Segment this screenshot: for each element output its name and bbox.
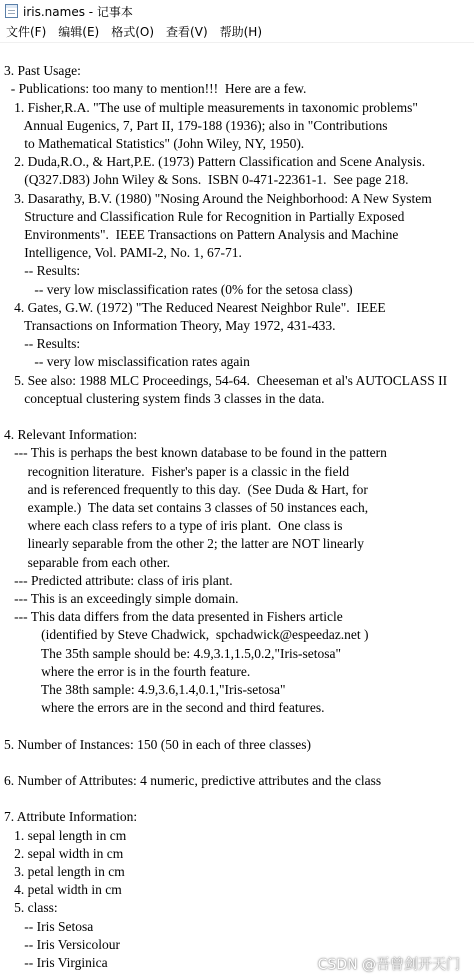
text-line: The 38th sample: 4.9,3.6,1.4,0.1,"Iris-setosa": [4, 682, 286, 697]
text-line: 7. Attribute Information:: [4, 809, 138, 825]
text-editor-area[interactable]: [0, 43, 474, 980]
menu-edit[interactable]: 编辑(E): [58, 25, 100, 39]
notepad-icon: [5, 4, 18, 18]
text-line: -- Iris Versicolour: [4, 936, 120, 952]
window-title: iris.names - 记事本: [23, 4, 133, 19]
text-line: (Q327.D83) John Wiley & Sons. ISBN 0-471-22361-1. See page 218.: [4, 172, 409, 188]
text-line: 3. Dasarathy, B.V. (1980) "Nosing Around the Neighborhood: A New System: [4, 190, 432, 206]
text-line: 5. Number of Instances: 150 (50 in each of three classes): [4, 736, 312, 752]
text-line: Structure and Classification Rule for Recognition in Partially Exposed: [4, 208, 405, 224]
text-line: 5. class:: [4, 900, 58, 916]
text-line: Annual Eugenics, 7, Part II, 179-188 (1936); also in "Contributions: [4, 117, 388, 133]
text-line: -- Iris Virginica: [4, 955, 108, 970]
text-line: (identified by Steve Chadwick, spchadwick@espeedaz.net ): [4, 627, 369, 643]
text-line: recognition literature. Fisher's paper is a classic in the field: [4, 463, 350, 479]
text-line: to Mathematical Statistics" (John Wiley, NY, 1950).: [4, 136, 305, 151]
csdn-watermark: CSDN @吾曾剑开天门: [317, 957, 460, 973]
text-line: 3. petal length in cm: [4, 864, 125, 879]
text-line: -- Iris Setosa: [4, 918, 94, 934]
menu-help[interactable]: 帮助(H): [219, 25, 263, 39]
text-line: 5. See also: 1988 MLC Proceedings, 54-64. Cheeseman et al's AUTOCLASS II: [4, 372, 448, 388]
text-line: -- very low misclassification rates (0% for the setosa class): [4, 281, 353, 297]
menu-format[interactable]: 格式(O): [111, 25, 155, 39]
title-bar[interactable]: [0, 0, 474, 22]
text-line: separable from each other.: [4, 554, 171, 570]
text-line: and is referenced frequently to this day. (See Duda & Hart, for: [4, 481, 368, 497]
text-line: linearly separable from the other 2; the latter are NOT linearly: [4, 536, 364, 552]
text-line: 6. Number of Attributes: 4 numeric, predictive attributes and the class: [4, 773, 382, 788]
text-line: Intelligence, Vol. PAMI-2, No. 1, 67-71.: [4, 245, 242, 261]
text-line: 1. Fisher,R.A. "The use of multiple measurements in taxonomic problems": [4, 99, 418, 115]
text-line: 2. Duda,R.O., & Hart,P.E. (1973) Pattern Classification and Scene Analysis.: [4, 154, 426, 170]
text-line: conceptual clustering system finds 3 classes in the data.: [4, 390, 325, 406]
text-line: Environments". IEEE Transactions on Pattern Analysis and Machine: [4, 227, 399, 242]
text-line: -- Results:: [4, 263, 81, 279]
text-line: 1. sepal length in cm: [4, 827, 127, 843]
text-line: -- Results:: [4, 336, 81, 352]
text-line: - Publications: too many to mention!!! Here are a few.: [4, 81, 307, 97]
text-line: 4. Relevant Information:: [4, 427, 138, 443]
text-line: 3. Past Usage:: [4, 63, 81, 79]
text-line: 4. petal width in cm: [4, 882, 122, 898]
menu-file[interactable]: 文件(F): [6, 25, 47, 39]
text-line: --- This data differs from the data presented in Fishers article: [4, 609, 343, 625]
text-line: where the errors are in the second and third features.: [4, 700, 325, 716]
text-line: --- Predicted attribute: class of iris plant.: [4, 572, 233, 588]
text-line: The 35th sample should be: 4.9,3.1,1.5,0.2,"Iris-setosa": [4, 645, 341, 661]
menu-bar: [0, 22, 474, 42]
text-line: --- This is an exceedingly simple domain.: [4, 591, 239, 606]
text-line: -- very low misclassification rates again: [4, 354, 250, 370]
text-line: Transactions on Information Theory, May 1972, 431-433.: [4, 318, 336, 333]
text-line: where each class refers to a type of iris plant. One class is: [4, 518, 343, 534]
text-line: 4. Gates, G.W. (1972) "The Reduced Nearest Neighbor Rule". IEEE: [4, 299, 386, 315]
text-line: where the error is in the fourth feature.: [4, 663, 251, 679]
menu-view[interactable]: 查看(V): [166, 25, 208, 39]
text-line: example.) The data set contains 3 classes of 50 instances each,: [4, 500, 369, 515]
text-line: --- This is perhaps the best known database to be found in the pattern: [4, 445, 387, 461]
text-line: 2. sepal width in cm: [4, 845, 124, 861]
